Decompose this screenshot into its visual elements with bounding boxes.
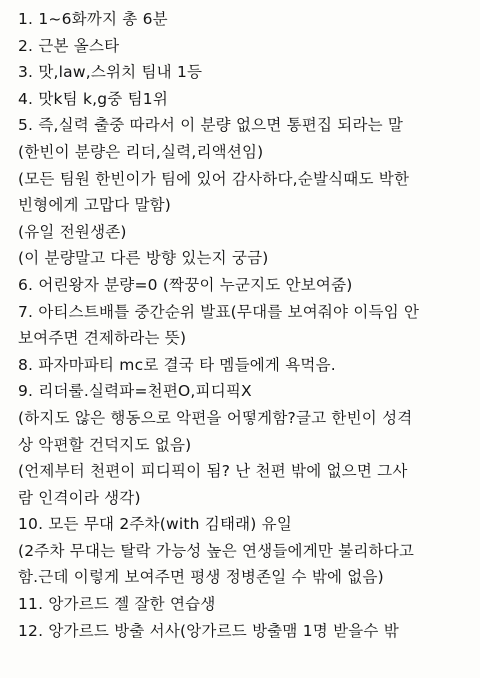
note-line: 6. 어린왕자 분량=0 (짝꿍이 누군지도 안보여줌) [18,275,353,294]
note-line: 빈형에게 고맙다 말함) [18,196,172,215]
note-line: 7. 아티스트배틀 중간순위 발표(무대를 보여줘야 이득임 안 [18,302,420,321]
note-line: (한빈이 분량은 리더,실력,리액션임) [18,142,264,161]
note-line: 8. 파자마파티 mc로 결국 타 멤들에게 욕먹음. [18,355,336,374]
note-line: 9. 리더룰.실력파=천편O,피디픽X [18,382,252,401]
note-line: (유일 전원생존) [18,222,127,241]
note-lines [18,6,474,644]
note-line: 2. 근본 올스타 [18,36,120,55]
note-line: (이 분량말고 다른 방향 있는지 궁금) [18,249,269,268]
note-line: (하지도 않은 행동으로 악편을 어떻게함?글고 한빈이 성격 [18,408,413,427]
note-line: (언제부터 천편이 피디픽이 됨? 난 천편 밖에 없으면 그사 [18,462,408,481]
note-line: 5. 즉,실력 출중 따라서 이 분량 없으면 통편집 되라는 말 [18,116,404,135]
note-line: (모든 팀원 한빈이가 팀에 있어 감사하다,순발식때도 박한 [18,169,410,188]
note-line: 11. 앙가르드 젤 잘한 연습생 [18,595,216,614]
note-line: 3. 맛,law,스위치 팀내 1등 [18,63,203,82]
note-line: 함.근데 이렇게 보여주면 평생 정병존일 수 밖에 없음) [18,568,384,587]
note-line: 10. 모든 무대 2주차(with 김태래) 유일 [18,515,293,534]
note-line: 1. 1~6화까지 총 6분 [18,10,168,28]
note-line: 람 인격이라 생각) [18,488,141,507]
note-line: 4. 맛k팀 k,g중 팀1위 [18,89,169,108]
note-line: 보여주면 견제하라는 뜻) [18,329,187,348]
note-line: (2주차 무대는 탈락 가능성 높은 연생들에게만 불리하다고 [18,541,415,560]
note-line: 상 악편할 건덕지도 없음) [18,435,192,454]
note-line: 12. 앙가르드 방출 서사(앙가르드 방출맴 1명 받을수 밖 [18,621,399,640]
